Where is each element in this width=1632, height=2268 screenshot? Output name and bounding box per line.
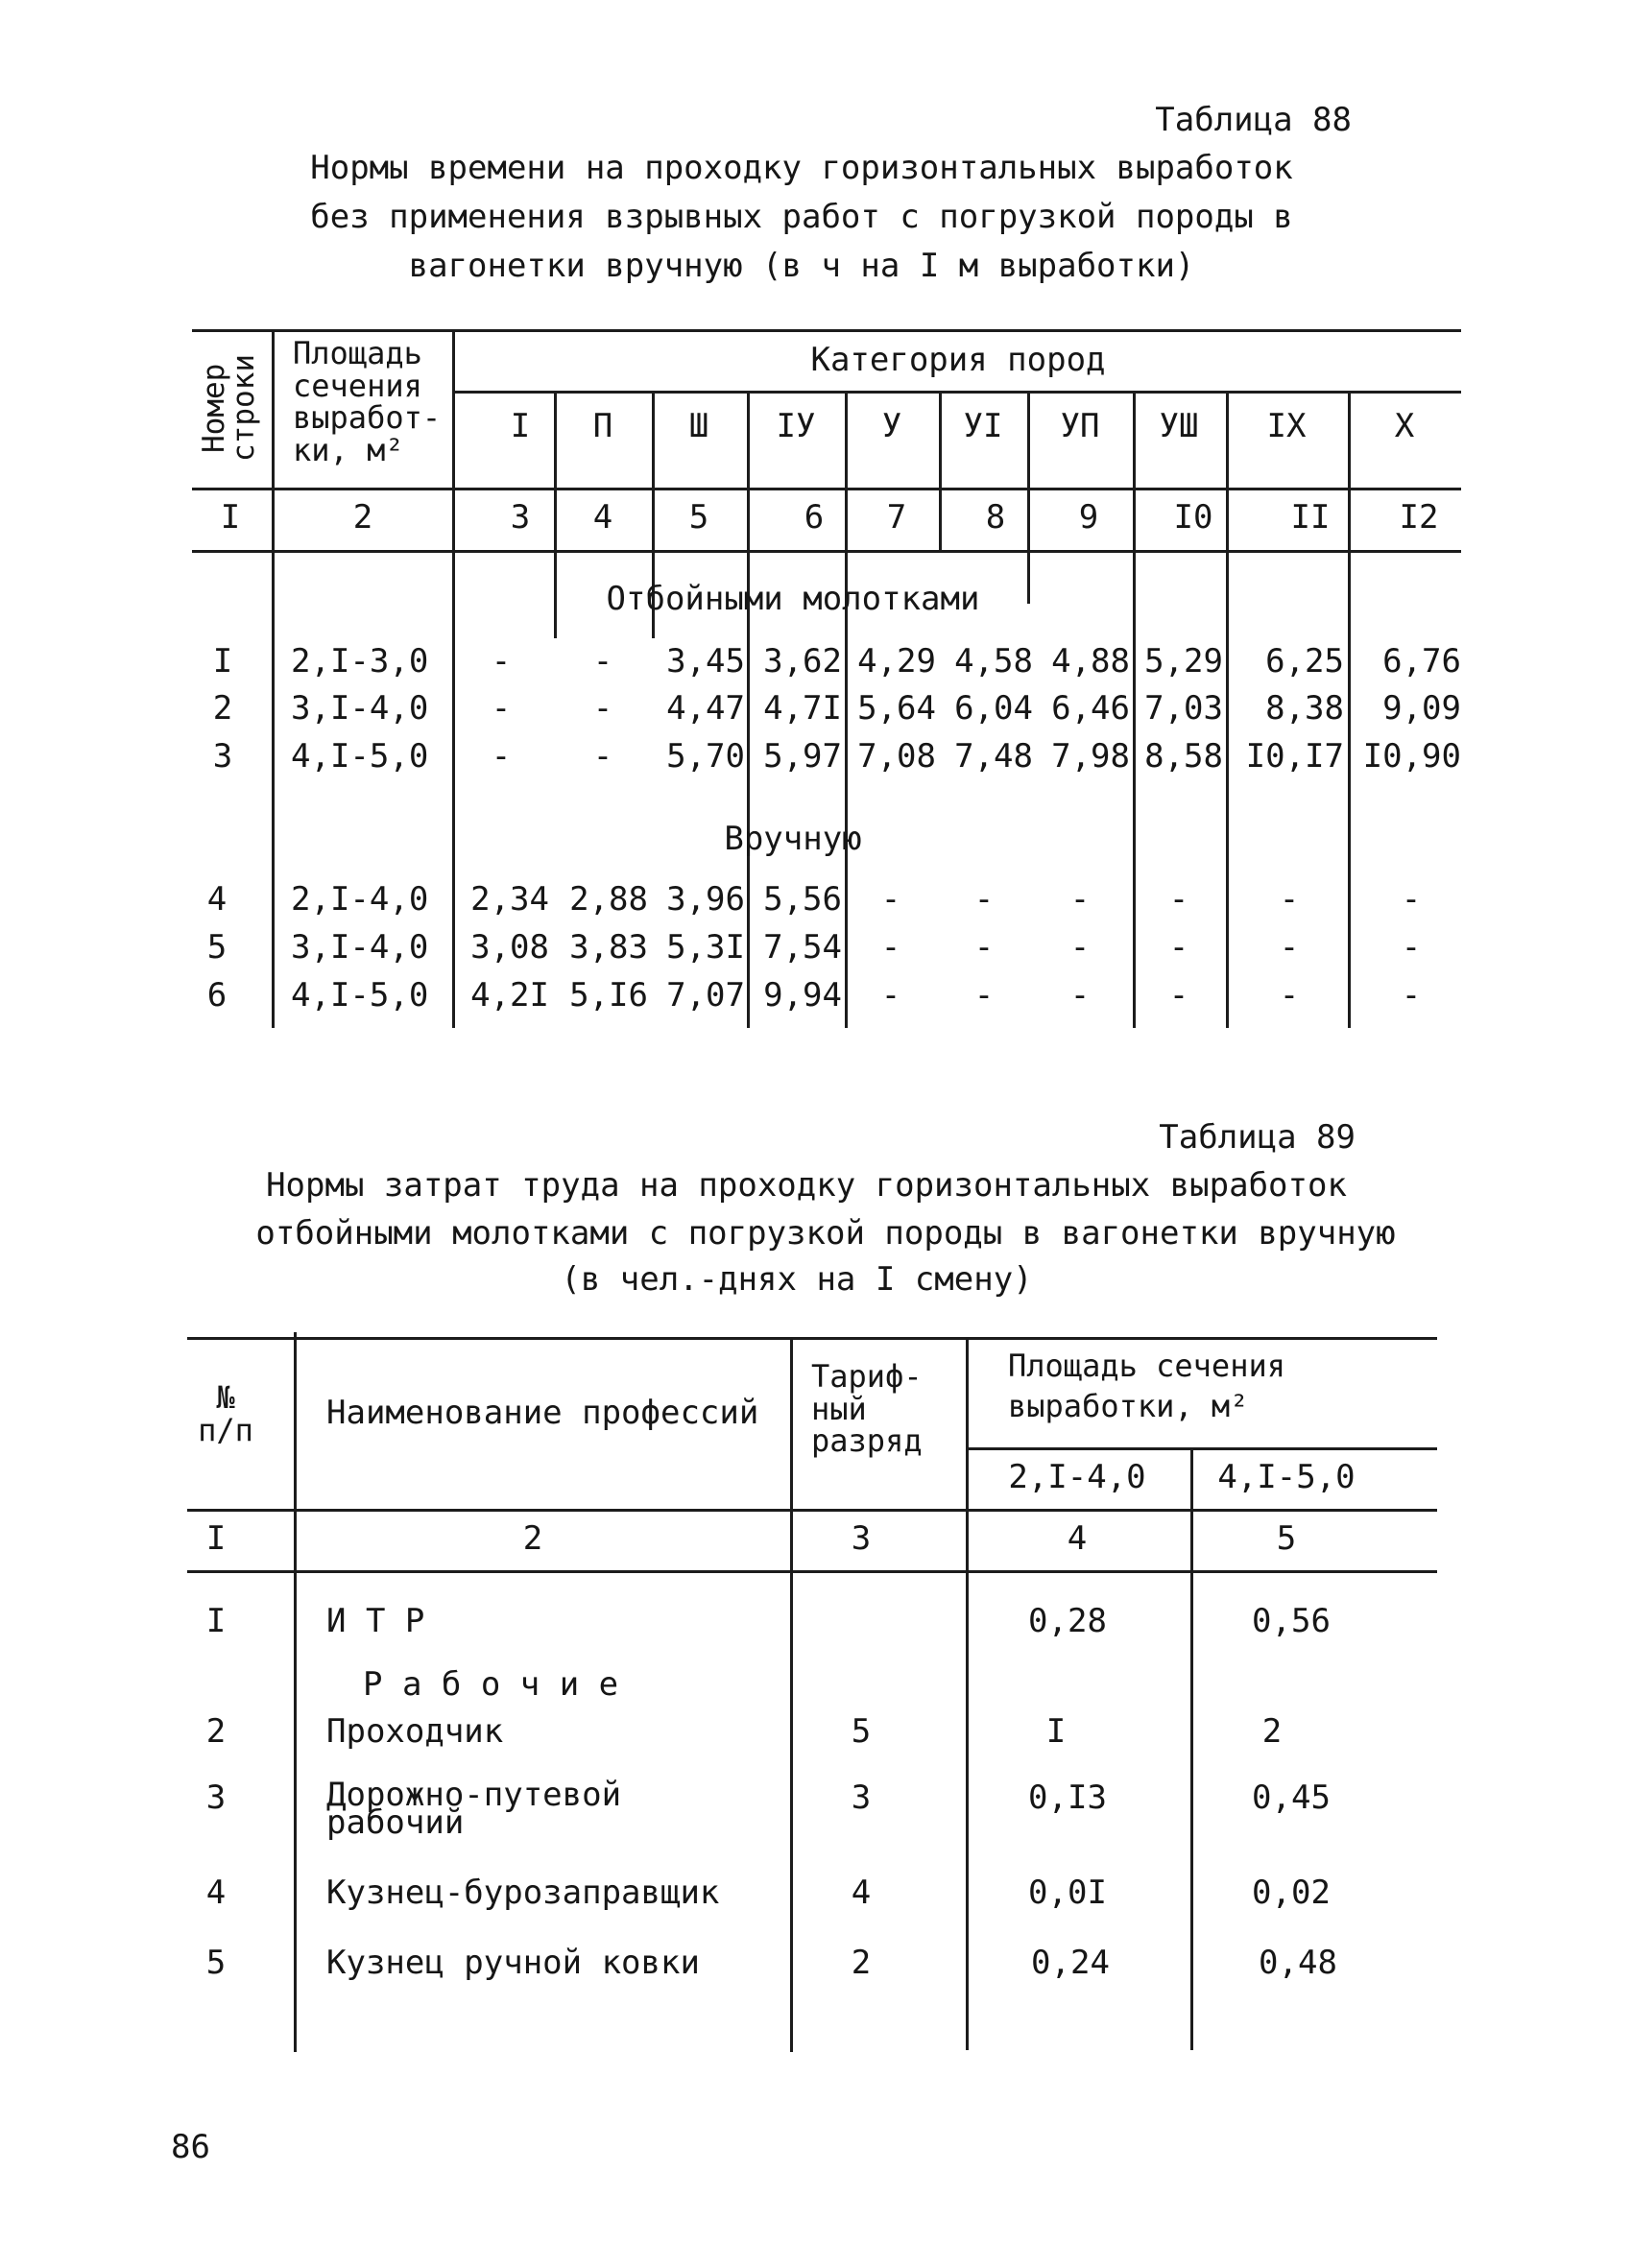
table88-vline <box>747 391 750 1028</box>
table88-cell: - <box>973 880 995 919</box>
table89-row-grade: 5 <box>851 1712 872 1751</box>
table88-col-number: 9 <box>1078 498 1099 537</box>
table88-cell: 3,96 <box>666 880 745 919</box>
table88-cell: - <box>1069 928 1091 967</box>
table88-cell: 8,58 <box>1144 737 1223 776</box>
table88-cell: - <box>1401 976 1422 1015</box>
table88-cell: 7,54 <box>763 928 842 967</box>
table88-category-rule <box>454 391 1461 394</box>
table88-cell: - <box>592 689 613 728</box>
table89-area-col: 4,I-5,0 <box>1217 1458 1356 1496</box>
table88-cell: - <box>1168 928 1189 967</box>
table88-cell: 7,98 <box>1051 737 1130 776</box>
table88-cell: 5,29 <box>1144 642 1223 680</box>
table89-vline <box>966 1337 969 2050</box>
table89-row-no: 3 <box>205 1779 227 1817</box>
table88-title-line3: вагонетки вручную (в ч на I м выработки) <box>408 247 1195 285</box>
table88-cell: - <box>1279 976 1300 1015</box>
table88-cell: - <box>1168 880 1189 919</box>
table89-row-name: Проходчик <box>326 1712 504 1751</box>
table88-cell: 6,76 <box>1382 642 1461 680</box>
table88-cat-col: УП <box>1060 407 1100 445</box>
table88-cat-col: IУ <box>776 407 816 445</box>
table88-cell: - <box>1279 880 1300 919</box>
table89-row-no: 4 <box>205 1874 227 1912</box>
table89-row-value: 0,02 <box>1252 1874 1331 1912</box>
table88-col-number: I0 <box>1173 498 1213 537</box>
table88-cell: 5,64 <box>857 689 936 728</box>
table89-row-name: Кузнец-бурозаправщик <box>326 1874 720 1912</box>
table89-header-area: Площадь сечения выработки, м² <box>1008 1348 1285 1424</box>
table88-cell: 3,62 <box>763 642 842 680</box>
table89-col-number: 5 <box>1276 1519 1297 1558</box>
table88-cat-col: УI <box>963 407 1003 445</box>
table88-cat-col: X <box>1394 407 1415 445</box>
table88-row-area: 4,I-5,0 <box>291 737 429 776</box>
table88-cell: - <box>592 642 613 680</box>
table88-cell: - <box>1401 928 1422 967</box>
table88-cell: 5,97 <box>763 737 842 776</box>
table89-label: Таблица 89 <box>1159 1118 1356 1157</box>
table88-col-number: 8 <box>985 498 1006 537</box>
table88-cell: 6,46 <box>1051 689 1130 728</box>
table88-col-number: 4 <box>592 498 613 537</box>
table88-row-area: 2,I-3,0 <box>291 642 429 680</box>
table88-col-number: II <box>1290 498 1331 537</box>
table88-cell: 2,88 <box>569 880 648 919</box>
table88-cell: - <box>491 737 512 776</box>
table88-cell: - <box>491 689 512 728</box>
table89-row-name: Кузнец ручной ковки <box>326 1944 700 1982</box>
table88-cell: - <box>973 928 995 967</box>
table89-row-value: 0,48 <box>1259 1944 1337 1982</box>
table89-top-rule <box>187 1337 1437 1340</box>
table89-title-line3: (в чел.-днях на I смену) <box>561 1260 1033 1299</box>
table88-vline <box>272 329 275 1028</box>
table89-title-line2: отбойными молотками с погрузкой породы в вагонетки вручную <box>255 1214 1396 1253</box>
table88-cell: 7,03 <box>1144 689 1223 728</box>
table88-cell: 5,3I <box>666 928 745 967</box>
table88-cell: - <box>880 880 901 919</box>
table88-cell: - <box>880 928 901 967</box>
table88-header-rule <box>192 488 1461 490</box>
table88-cat-col: УШ <box>1159 407 1199 445</box>
table88-col-number: 7 <box>886 498 907 537</box>
table88-cell: 7,48 <box>954 737 1033 776</box>
table89-row-grade: 3 <box>851 1779 872 1817</box>
table88-cell: - <box>973 976 995 1015</box>
table88-header-category: Категория пород <box>810 341 1106 379</box>
page-number: 86 <box>171 2128 210 2166</box>
table89-row-value: 0,I3 <box>1028 1779 1107 1817</box>
table88-row-no: 6 <box>206 976 228 1015</box>
table88-row-no: 2 <box>212 689 233 728</box>
table88-cell: 9,09 <box>1382 689 1461 728</box>
table88-cell: I0,90 <box>1362 737 1461 776</box>
table89-row-no: I <box>205 1602 227 1640</box>
table88-cell: - <box>880 976 901 1015</box>
table88-title-line1: Нормы времени на проходку горизонтальных выработок <box>310 149 1293 187</box>
table89-vline <box>294 1332 297 2052</box>
table88-cell: - <box>1279 928 1300 967</box>
table89-row-no: 2 <box>205 1712 227 1751</box>
table88-col-number: I2 <box>1399 498 1439 537</box>
table89-row-value: 2 <box>1261 1712 1283 1751</box>
table89-row-no: 5 <box>205 1944 227 1982</box>
table89-colnum-rule <box>187 1570 1437 1573</box>
table89-area-col: 2,I-4,0 <box>1008 1458 1146 1496</box>
table88-cell: 5,I6 <box>569 976 648 1015</box>
table88-col-number: 5 <box>688 498 709 537</box>
table89-col-number: I <box>205 1519 227 1558</box>
table88-cell: 7,08 <box>857 737 936 776</box>
table88-vline <box>1348 391 1351 1028</box>
table89-col-number: 3 <box>851 1519 872 1558</box>
table88-cell: 3,83 <box>569 928 648 967</box>
table88-title-line2: без применения взрывных работ с погрузкой породы в <box>310 198 1293 236</box>
table89-section-workers: Р а б о ч и е <box>363 1665 619 1704</box>
table88-col-number: 3 <box>510 498 531 537</box>
table88-cell: - <box>1168 976 1189 1015</box>
table88-cell: - <box>491 642 512 680</box>
table88-vline <box>939 391 942 550</box>
table88-section-manual: Вручную <box>724 820 862 858</box>
table88-cell: 5,56 <box>763 880 842 919</box>
table89-row-value: I <box>1045 1712 1067 1751</box>
table88-cell: 6,25 <box>1265 642 1344 680</box>
table88-cell: 3,45 <box>666 642 745 680</box>
table88-cell: 8,38 <box>1265 689 1344 728</box>
table88-col-number: 2 <box>352 498 373 537</box>
table88-cell: - <box>592 737 613 776</box>
table88-cell: 5,70 <box>666 737 745 776</box>
table88-cell: 7,07 <box>666 976 745 1015</box>
table88-cell: 4,7I <box>763 689 842 728</box>
table89-row-value: 0,0I <box>1028 1874 1107 1912</box>
table88-cat-col: I <box>510 407 531 445</box>
table89-row-grade: 4 <box>851 1874 872 1912</box>
table88-row-no: 4 <box>206 880 228 919</box>
table88-row-area: 3,I-4,0 <box>291 928 429 967</box>
table88-cell: 3,08 <box>470 928 549 967</box>
table88-row-area: 4,I-5,0 <box>291 976 429 1015</box>
table89-row-name: Дорожно-путевой рабочий <box>326 1776 622 1842</box>
table88-cell: 4,88 <box>1051 642 1130 680</box>
table89-vline <box>1190 1447 1193 2050</box>
table89-area-rule <box>966 1447 1437 1450</box>
table88-vline <box>845 391 848 1028</box>
table88-header-row-no: Номер строки <box>197 354 261 463</box>
table89-row-name: И Т Р <box>326 1602 425 1640</box>
table88-cell: 4,2I <box>470 976 549 1015</box>
table88-cell: - <box>1069 976 1091 1015</box>
table88-cell: 2,34 <box>470 880 549 919</box>
table88-vline <box>1027 391 1030 604</box>
table89-row-grade: 2 <box>851 1944 872 1982</box>
table88-cat-col: У <box>881 407 902 445</box>
table88-cat-col: Ш <box>688 407 709 445</box>
table89-header-no: № п/п <box>198 1379 253 1448</box>
table88-row-no: 3 <box>212 737 233 776</box>
table88-row-no: 5 <box>206 928 228 967</box>
table89-header-profession: Наименование профессий <box>326 1394 759 1432</box>
table88-header-area: Площадь сечения выработ- ки, м² <box>293 335 442 468</box>
table88-cell: 9,94 <box>763 976 842 1015</box>
table88-cell: 4,47 <box>666 689 745 728</box>
table88-vline <box>1133 391 1136 1028</box>
table89-title-line1: Нормы затрат труда на проходку горизонтальных выработок <box>266 1166 1347 1205</box>
table88-vline <box>1226 391 1229 1028</box>
table88-cat-col: П <box>592 407 613 445</box>
table88-cell: - <box>1401 880 1422 919</box>
table88-cell: 4,29 <box>857 642 936 680</box>
table89-vline <box>790 1337 793 2052</box>
table88-cell: - <box>1069 880 1091 919</box>
table88-cell: 6,04 <box>954 689 1033 728</box>
table89-col-number: 2 <box>522 1519 543 1558</box>
table88-row-no: I <box>212 642 233 680</box>
table89-col-number: 4 <box>1067 1519 1088 1558</box>
table88-row-area: 2,I-4,0 <box>291 880 429 919</box>
table89-row-value: 0,28 <box>1028 1602 1107 1640</box>
table88-row-area: 3,I-4,0 <box>291 689 429 728</box>
table88-col-number: I <box>220 498 241 537</box>
table89-header-rule <box>187 1509 1437 1512</box>
table89-header-grade: Тариф- ный разряд <box>811 1358 923 1460</box>
table88-section-hammers: Отбойными молотками <box>606 580 980 618</box>
table88-cell: 4,58 <box>954 642 1033 680</box>
table88-vline <box>554 391 557 638</box>
table89-row-value: 0,56 <box>1252 1602 1331 1640</box>
table88-cat-col: IX <box>1266 407 1307 445</box>
table88-label: Таблица 88 <box>1155 101 1352 139</box>
table88-colnum-rule <box>192 550 1461 553</box>
table88-vline <box>452 329 455 1028</box>
table89-row-value: 0,24 <box>1031 1944 1110 1982</box>
table89-row-value: 0,45 <box>1252 1779 1331 1817</box>
table88-col-number: 6 <box>804 498 825 537</box>
table88-cell: I0,I7 <box>1245 737 1344 776</box>
table88-top-rule <box>192 329 1461 332</box>
